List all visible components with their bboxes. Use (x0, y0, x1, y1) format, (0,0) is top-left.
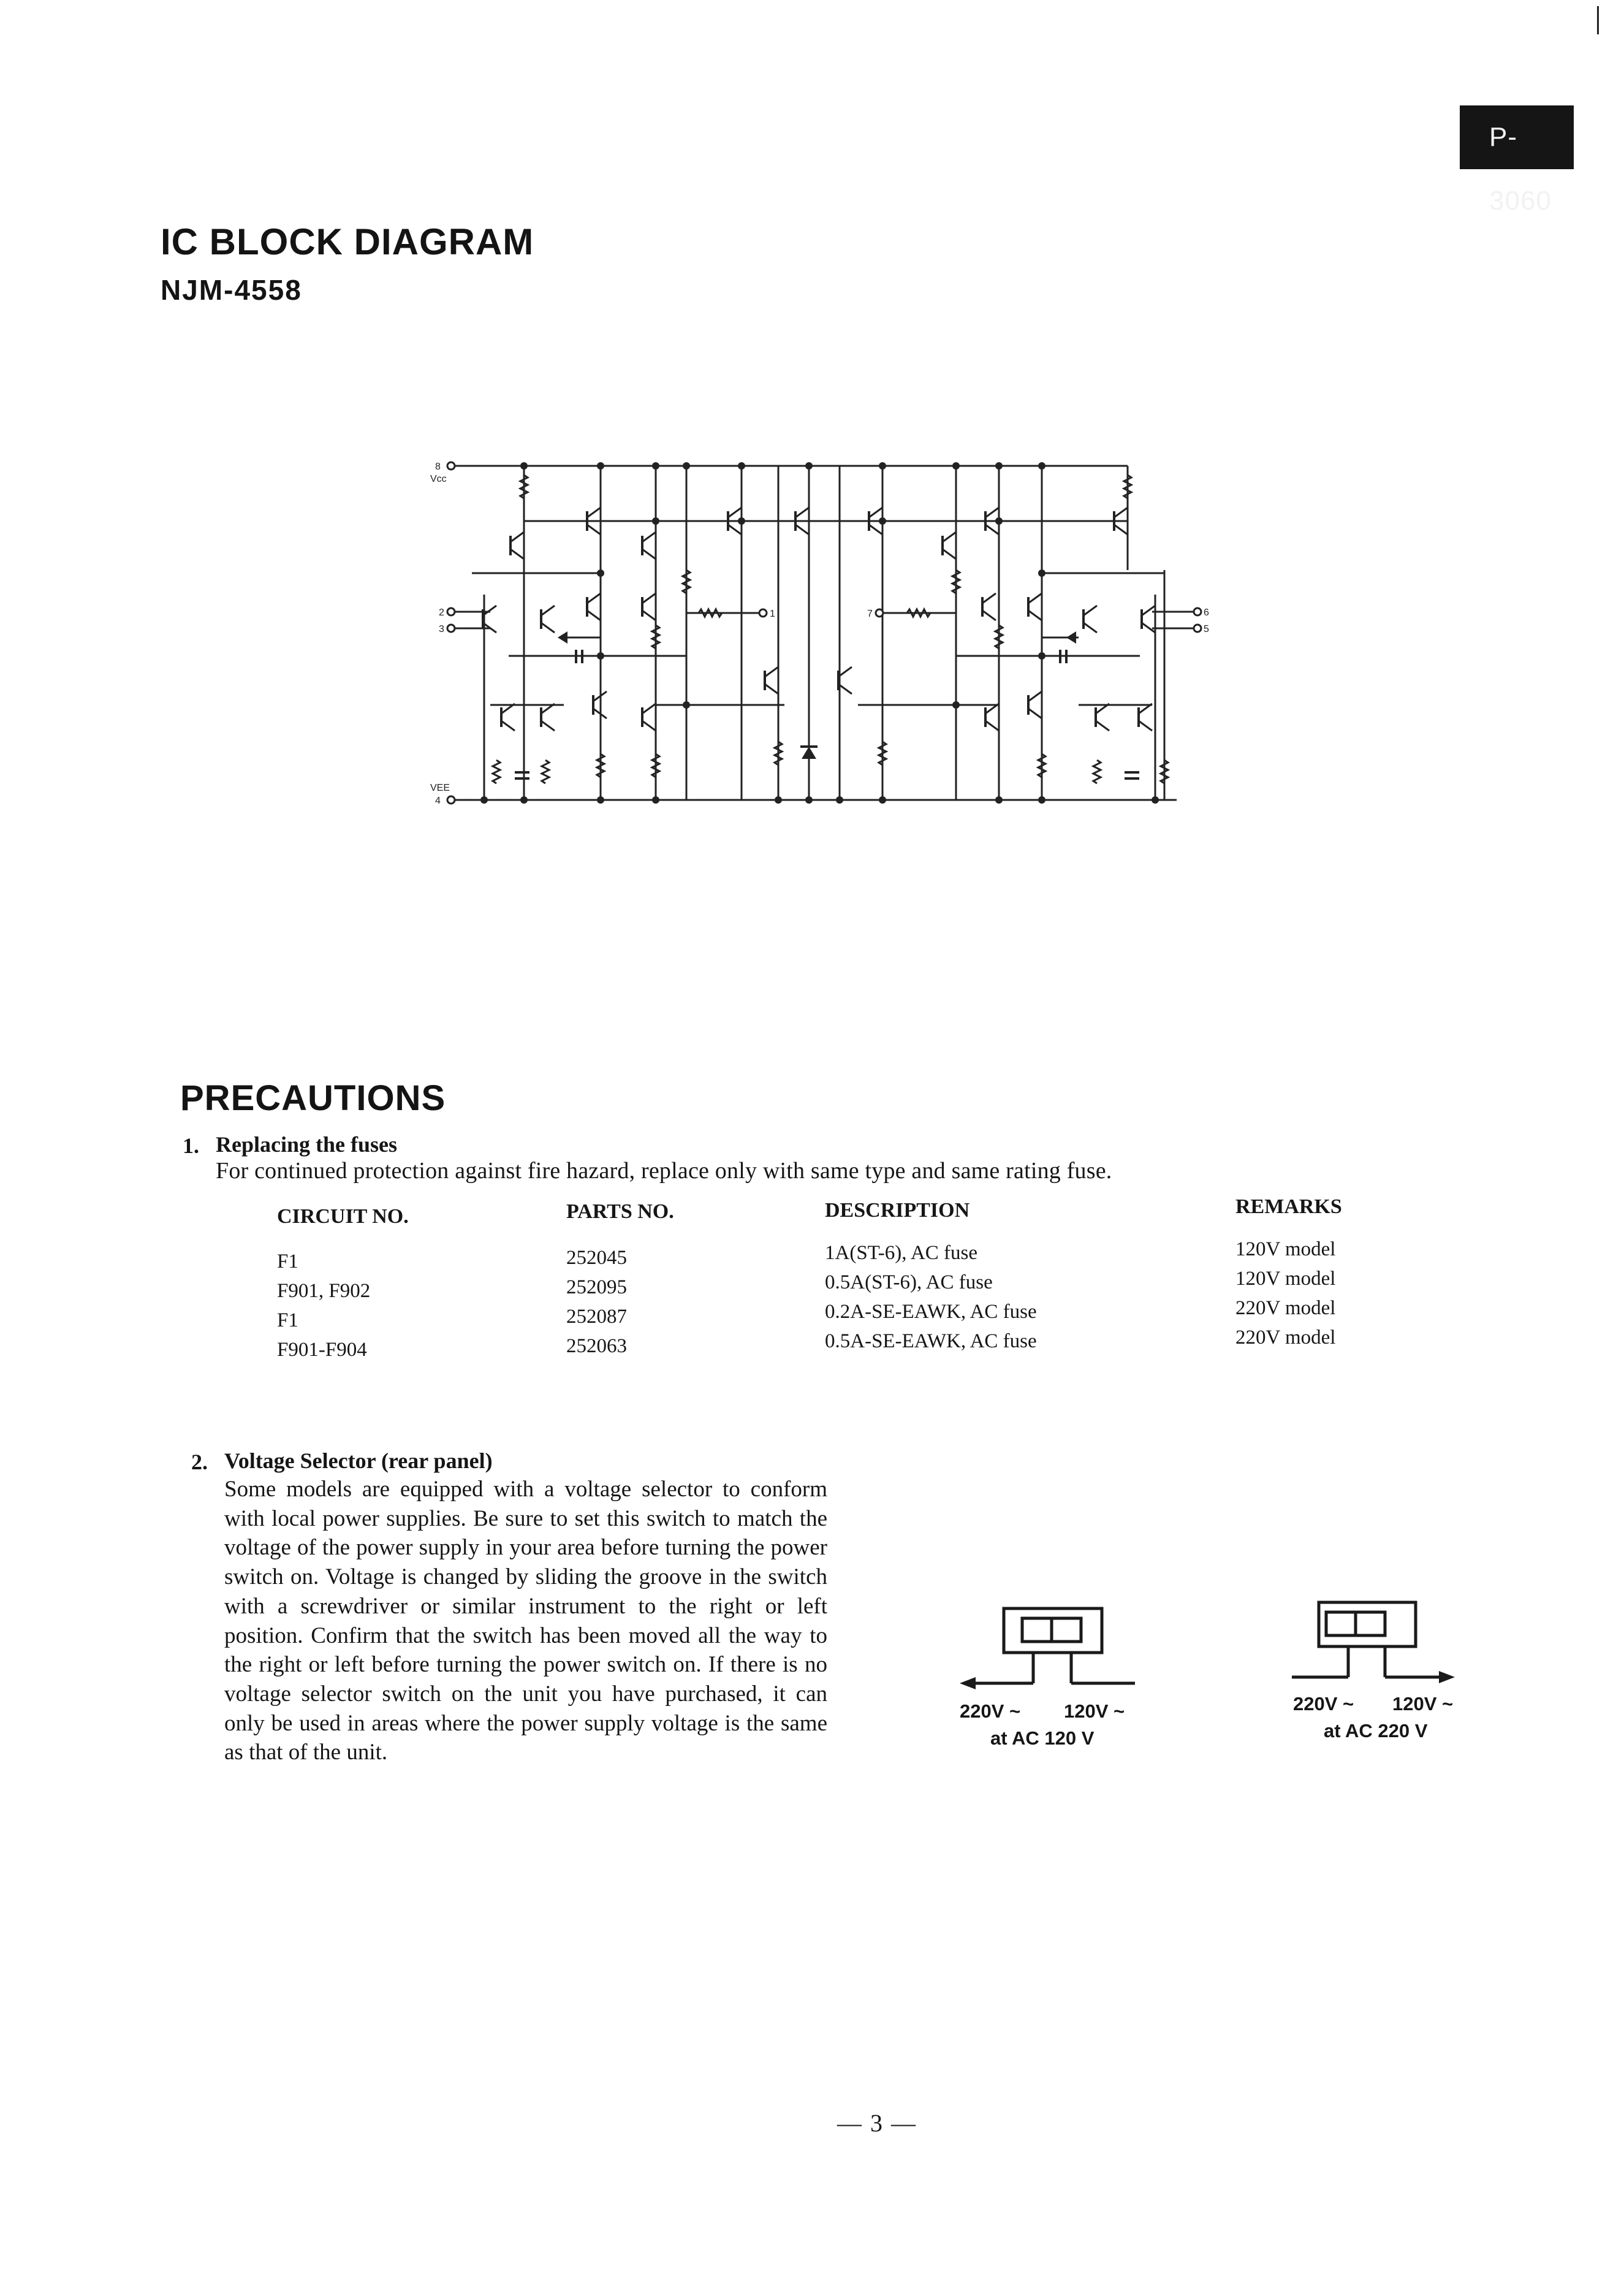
pin-6-label: 6 (1204, 607, 1209, 618)
pin-5-label: 5 (1204, 624, 1209, 634)
table-header-description: DESCRIPTION (825, 1199, 970, 1222)
table-header-parts: PARTS NO. (566, 1200, 674, 1223)
table-cell-description: 1A(ST-6), AC fuse (825, 1242, 978, 1264)
voltage-120v-label: 120V ~ (1064, 1700, 1125, 1722)
page-badge: P-3060 (1460, 105, 1574, 169)
table-cell-remarks: 120V model (1235, 1268, 1336, 1290)
section-2-number: 2. (191, 1450, 208, 1474)
table-cell-circuit: F1 (277, 1309, 298, 1331)
pin-vee-label: VEE (430, 783, 450, 793)
voltage-selector-caption: at AC 120 V (990, 1727, 1095, 1749)
table-cell-parts: 252087 (566, 1306, 627, 1328)
section-1-heading: Replacing the fuses (216, 1132, 397, 1157)
voltage-220v-label: 220V ~ (960, 1700, 1021, 1722)
pin-vcc-label: Vcc (430, 474, 447, 484)
voltage-selector-caption: at AC 220 V (1324, 1720, 1428, 1741)
table-cell-circuit: F901-F904 (277, 1339, 367, 1361)
table-cell-description: 0.2A-SE-EAWK, AC fuse (825, 1301, 1037, 1323)
table-cell-remarks: 220V model (1235, 1326, 1336, 1349)
section-1-text: For continued protection against fire hazard, replace only with same type and same rating fuse. (216, 1158, 1112, 1184)
table-cell-remarks: 220V model (1235, 1297, 1336, 1319)
page-number: — 3 — (837, 2109, 917, 2137)
voltage-220v-label: 220V ~ (1293, 1693, 1354, 1715)
ic-schematic (417, 447, 1238, 828)
section-2-body: Some models are equipped with a voltage selector to conform with local power supplies. Be sure to set this switch to match the voltage of the power supply in your area before turning the power switch on. Voltage is changed by sliding the groove in the switch with a screwdriver or similar instrument to the right or left position. Confirm that the switch has been moved all the way to the right or left before turning the power switch on. If there is no voltage selector switch on the unit you have purchased, it can only be used in areas where the power supply voltage is the same as that of the unit. (224, 1477, 827, 1765)
table-cell-remarks: 120V model (1235, 1238, 1336, 1260)
table-cell-parts: 252063 (566, 1335, 627, 1357)
section-1-number: 1. (183, 1133, 199, 1158)
ic-block-title: IC BLOCK DIAGRAM (161, 221, 534, 262)
table-header-circuit: CIRCUIT NO. (277, 1205, 409, 1228)
table-cell-description: 0.5A-SE-EAWK, AC fuse (825, 1330, 1037, 1352)
table-cell-circuit: F901, F902 (277, 1280, 371, 1302)
ic-block-subtitle: NJM-4558 (161, 274, 302, 306)
pin-7-label: 7 (867, 609, 873, 619)
pin-4-label: 4 (435, 796, 441, 806)
section-2-heading: Voltage Selector (rear panel) (224, 1448, 493, 1473)
pin-1-label: 1 (770, 609, 775, 619)
voltage-120v-label: 120V ~ (1392, 1693, 1454, 1715)
table-cell-parts: 252095 (566, 1276, 627, 1298)
precautions-title: PRECAUTIONS (180, 1078, 446, 1118)
table-cell-parts: 252045 (566, 1247, 627, 1269)
edge-mark (1597, 6, 1599, 34)
table-cell-circuit: F1 (277, 1250, 298, 1273)
table-header-remarks: REMARKS (1235, 1195, 1342, 1218)
pin-3-label: 3 (439, 624, 444, 634)
pin-2-label: 2 (439, 607, 444, 618)
table-cell-description: 0.5A(ST-6), AC fuse (825, 1271, 993, 1293)
pin-8-label: 8 (435, 462, 441, 472)
